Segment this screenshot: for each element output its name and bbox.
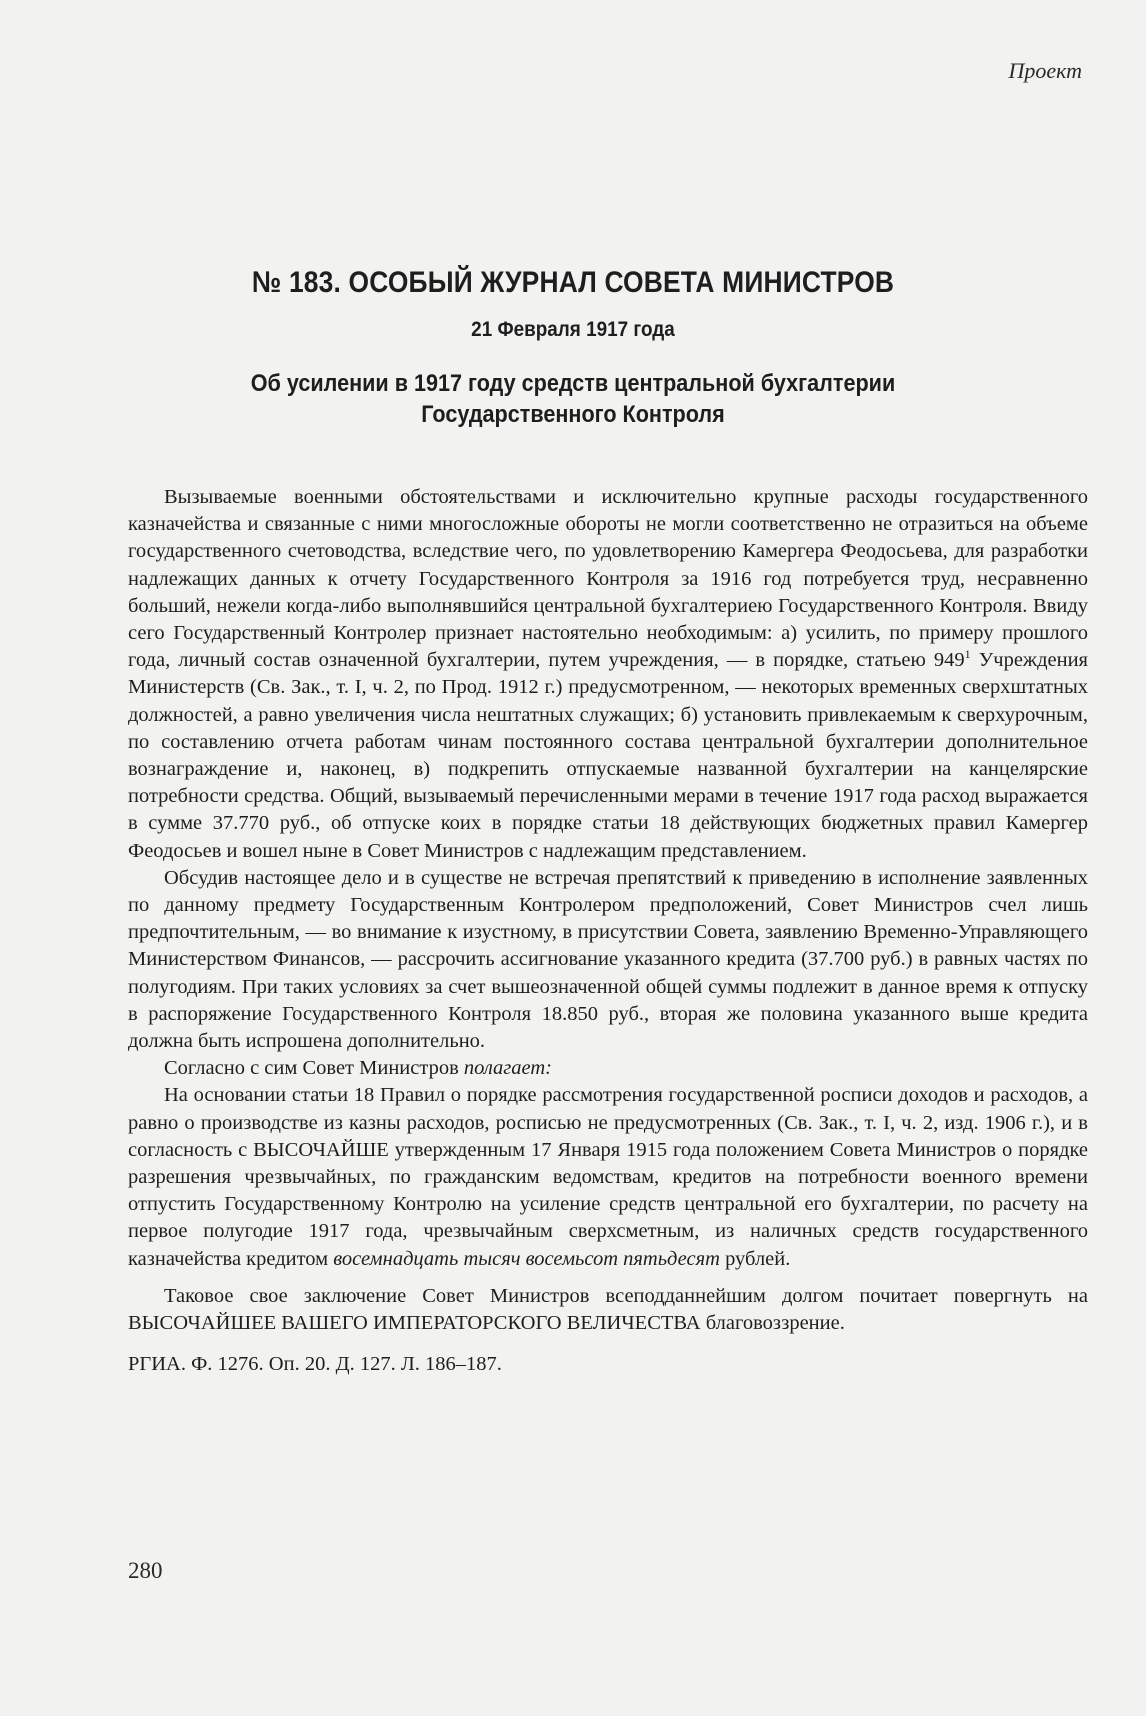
document-subject xyxy=(57,368,1088,430)
document-subject-line-2: Государственного Контроля xyxy=(421,401,725,428)
document-subject-line-1: Об усилении в 1917 году средств центральной бухгалтерии xyxy=(250,370,896,397)
paragraph-4-amount: восемнадцать тысяч восемьсот пятьдесят xyxy=(333,1247,720,1270)
document-date: 21 Февраля 1917 года xyxy=(471,318,675,341)
paragraph-3 xyxy=(128,1055,1088,1082)
document-title: № 183. ОСОБЫЙ ЖУРНАЛ СОВЕТА МИНИСТРОВ xyxy=(251,266,895,299)
paragraph-3-emphasis: полагает: xyxy=(463,1057,553,1080)
header-label: Проект xyxy=(1008,58,1082,83)
paragraph-4-text: На основании статьи 18 Правил о порядке рассмотрения государственной росписи доходов и расходов, а равно о производстве из казны расходов, росписью не предусмотренных (Св. Зак., т. I, ч. 2, изд. 1906 г.), и в согласность с ВЫСОЧАЙШЕ утвержденным 17 Января 1915 года положением Совета Министров о порядке разрешения чрезвычайных, по гражданским ведомствам, кредитов на потребности военного времени отпустить Государственному Контролю на усиление средств центральной его бухгалтерии, по расчету на первое полугодие 1917 года, чрезвычайным сверхсметным, из наличных средств государственного казначейства кредитом xyxy=(128,1084,1088,1270)
paragraph-4 xyxy=(128,1082,1088,1272)
paragraph-4-end: рублей. xyxy=(719,1247,791,1270)
footnote-mark: 1 xyxy=(964,647,971,662)
paragraph-1-part-a: Вызываемые военными обстоятельствами и исключительно крупные расходы государственного казначейства и связанные с ними многосложные обороты не могли соответственно не отразиться на объеме государственного счетоводства, вследствие чего, по удовлетворению Камергера Феодосьева, для разработки надлежащих данных к отчету Государственного Контроля за 1916 год потребуется труд, несравненно больший, нежели когда-либо выполнявшийся центральной бухгалтериею Государственного Контроля. Ввиду сего Государственный Контролер признает настоятельно необходимым: а) усилить, по примеру прошлого года, личный состав означенной бухгалтерии, путем учреждения, — в порядке, статьею 949 xyxy=(128,486,1088,672)
paragraph-5: Таковое свое заключение Совет Министров всеподданнейшим долгом почитает повергнуть на ВЫСОЧАЙШЕЕ ВАШЕГО ИМПЕРАТОРСКОГО ВЕЛИЧЕСТВА благовоззрение. xyxy=(128,1284,1088,1335)
paragraph-1 xyxy=(128,484,1088,865)
paragraph-1-part-b: Учреждения Министерств (Св. Зак., т. I, ч. 2, по Прод. 1912 г.) предусмотренном, — некоторых временных сверхштатных должностей, а равно увеличения числа нештатных служащих; б) установить привлекаемым к сверхурочным, по составлению отчета работам чинам постоянного состава центральной бухгалтерии дополнительное вознаграждение и, наконец, в) подкрепить отпускаемые названной бухгалтерии на канцелярские потребности средства. Общий, вызываемый перечисленными мерами в течение 1917 года расход выражается в сумме 37.770 руб., об отпуске коих в порядке статьи 18 действующих бюджетных правил Камергер Феодосьев и вошел ныне в Совет Министров с надлежащим представлением. xyxy=(128,649,1088,862)
paragraph-2: Обсудив настоящее дело и в существе не встречая препятствий к приведению в исполнение заявленных по данному предмету Государственным Контролером предположений, Совет Министров счел лишь предпочтительным, — во внимание к изустному, в присутствии Совета, заявлению Временно-Управляющего Министерством Финансов, — рассрочить ассигнование указанного кредита (37.700 руб.) в равных частях по полугодиям. При таких условиях за счет вышеозначенной общей суммы подлежит в данное время к отпуску в распоряжение Государственного Контроля 18.850 руб., вторая же половина указанного выше кредита должна быть испрошена дополнительно. xyxy=(128,866,1088,1053)
page-number: 280 xyxy=(128,1558,163,1583)
paragraph-3-text: Согласно с сим Совет Министров xyxy=(164,1057,464,1080)
document-body xyxy=(128,484,1088,1379)
archive-source: РГИА. Ф. 1276. Оп. 20. Д. 127. Л. 186–187. xyxy=(128,1353,502,1376)
